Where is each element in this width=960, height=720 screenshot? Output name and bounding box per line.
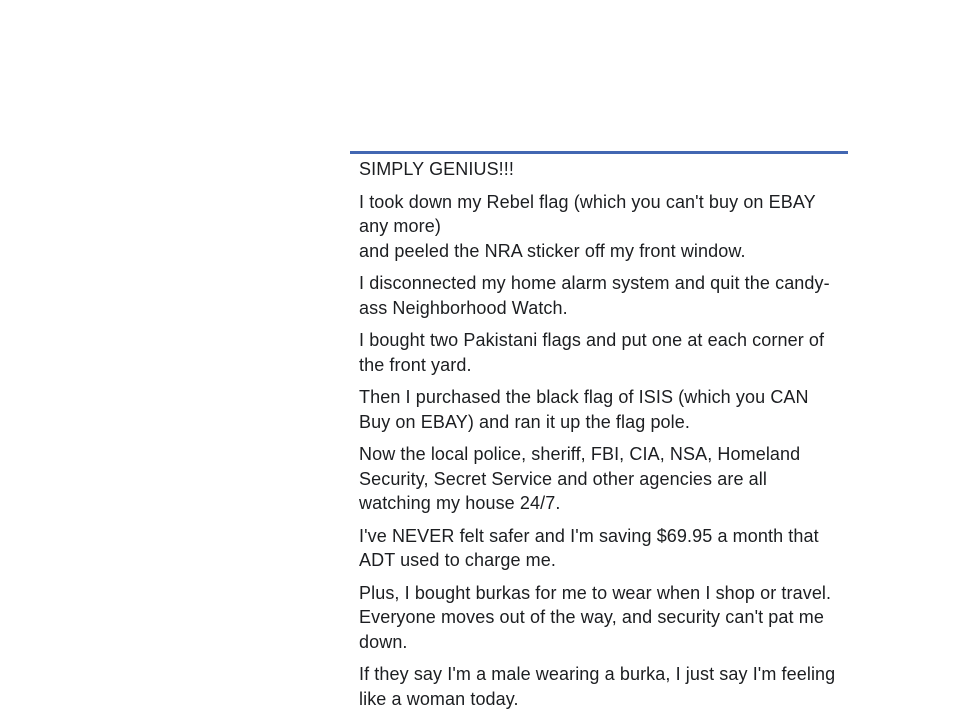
post-paragraph-1: I took down my Rebel flag (which you can't buy on EBAY any more) and peeled the NRA sticker off my front window. [359, 191, 816, 261]
post-paragraph-2: I disconnected my home alarm system and quit the candy-ass Neighborhood Watch. [359, 273, 830, 318]
post-paragraph-4: Then I purchased the black flag of ISIS (which you CAN Buy on EBAY) and ran it up the flag pole. [359, 387, 809, 432]
post-paragraph-3: I bought two Pakistani flags and put one at each corner of the front yard. [359, 330, 825, 375]
post-paragraph-5: Now the local police, sheriff, FBI, CIA, NSA, Homeland Security, Secret Service and other agencies are all watching my house 24/7. [359, 444, 801, 513]
post-paragraph-6: I've NEVER felt safer and I'm saving $69.95 a month that ADT used to charge me. [359, 525, 819, 570]
post-paragraph-8: If they say I'm a male wearing a burka, I just say I'm feeling like a woman today. [359, 664, 836, 709]
post-card [350, 151, 848, 720]
post-body [350, 154, 848, 711]
post-paragraph-7: Plus, I bought burkas for me to wear when I shop or travel. Everyone moves out of the way, and security can't pat me down. [359, 582, 832, 652]
post-title: SIMPLY GENIUS!!! [359, 159, 514, 179]
